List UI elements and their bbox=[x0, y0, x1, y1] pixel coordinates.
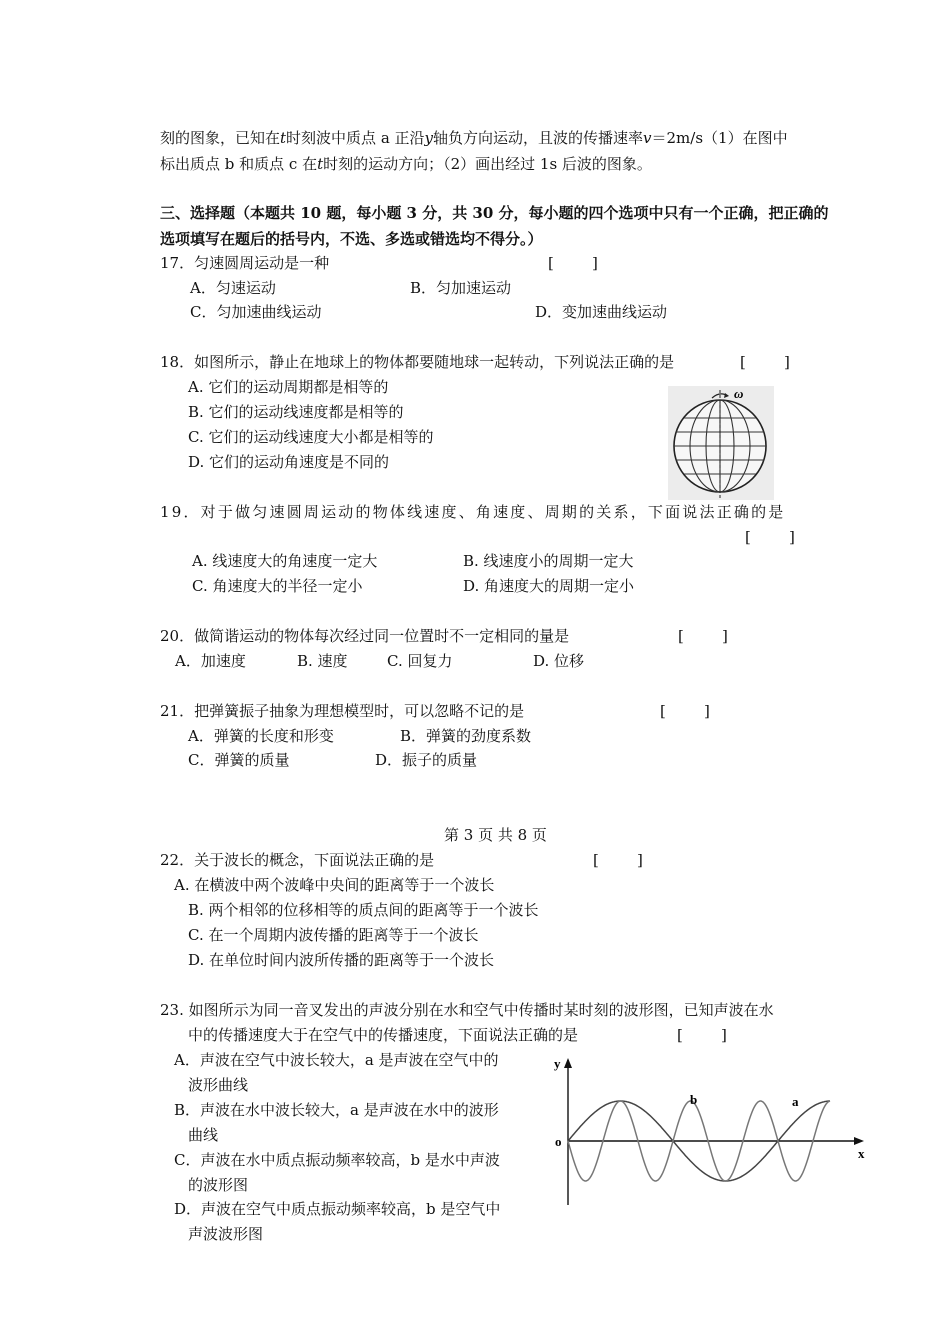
q17-option-d: D．变加速曲线运动 bbox=[535, 303, 668, 321]
page-number: 第 3 页 共 8 页 bbox=[444, 826, 547, 844]
omega-label: ω bbox=[734, 386, 744, 401]
q19-option-b: B. 线速度小的周期一定大 bbox=[463, 552, 634, 570]
q23-stem-line-1: 23. 如图所示为同一音叉发出的声波分别在水和空气中传播时某时刻的波形图，已知声波在水 bbox=[160, 1001, 774, 1019]
q22-option-a: A. 在横波中两个波峰中央间的距离等于一个波长 bbox=[174, 876, 495, 894]
curve-b-label: b bbox=[690, 1092, 698, 1107]
q23-option-c-line-1: C．声波在水中质点振动频率较高，b 是水中声波 bbox=[174, 1151, 500, 1169]
q20-option-a: A．加速度 bbox=[175, 652, 246, 670]
q23-option-a-line-2: 波形曲线 bbox=[188, 1076, 249, 1094]
q18-option-a: A. 它们的运动周期都是相等的 bbox=[188, 378, 389, 396]
q18-option-b: B. 它们的运动线速度都是相等的 bbox=[188, 403, 404, 421]
q19-option-a: A. 线速度大的角速度一定大 bbox=[192, 552, 378, 570]
q18-option-d: D. 它们的运动角速度是不同的 bbox=[188, 453, 390, 471]
q19-answer-bracket[interactable]: [ ] bbox=[745, 528, 795, 546]
q22-stem: 22．关于波长的概念，下面说法正确的是 bbox=[160, 851, 435, 869]
q22-option-c: C. 在一个周期内波传播的距离等于一个波长 bbox=[188, 926, 479, 944]
q23-option-d-line-1: D．声波在空气中质点振动频率较高，b 是空气中 bbox=[174, 1200, 501, 1218]
q21-option-b: B．弹簧的劲度系数 bbox=[400, 727, 532, 745]
q23-stem-line-2: 中的传播速度大于在空气中的传播速度，下面说法正确的是 bbox=[188, 1026, 579, 1044]
wave-graph bbox=[548, 1050, 878, 1210]
q20-option-d: D. 位移 bbox=[533, 652, 585, 670]
section-heading-line-2: 选项填写在题后的括号内，不选、多选或错选均不得分。） bbox=[160, 230, 543, 248]
q21-answer-bracket[interactable]: [ ] bbox=[660, 702, 710, 720]
origin-label: o bbox=[555, 1134, 562, 1149]
q23-answer-bracket[interactable]: [ ] bbox=[677, 1026, 727, 1044]
q17-stem: 17．匀速圆周运动是一种 bbox=[160, 254, 330, 272]
y-axis-arrow-icon bbox=[564, 1058, 572, 1068]
q21-option-c: C．弹簧的质量 bbox=[188, 751, 290, 769]
q17-option-c: C．匀加速曲线运动 bbox=[190, 303, 322, 321]
q23-option-d-line-2: 声波波形图 bbox=[188, 1225, 264, 1243]
intro-line-2: 标出质点 b 和质点 c 在t时刻的运动方向；（2）画出经过 1s 后波的图象。 bbox=[160, 155, 652, 173]
q23-option-b-line-1: B．声波在水中波长较大，a 是声波在水中的波形 bbox=[174, 1101, 499, 1119]
q17-option-a: A．匀速运动 bbox=[190, 279, 276, 297]
q21-stem: 21．把弹簧振子抽象为理想模型时，可以忽略不记的是 bbox=[160, 702, 525, 720]
q19-stem: 19．对于做匀速圆周运动的物体线速度、角速度、周期的关系，下面说法正确的是 bbox=[160, 503, 786, 521]
curve-a-label: a bbox=[792, 1094, 799, 1109]
q17-answer-bracket[interactable]: [ ] bbox=[548, 254, 598, 272]
q21-option-d: D．振子的质量 bbox=[375, 751, 478, 769]
q22-option-d: D. 在单位时间内波所传播的距离等于一个波长 bbox=[188, 951, 495, 969]
q23-option-c-line-2: 的波形图 bbox=[188, 1176, 249, 1194]
q17-option-b: B．匀加速运动 bbox=[410, 279, 512, 297]
q23-option-b-line-2: 曲线 bbox=[188, 1126, 219, 1144]
x-axis-arrow-icon bbox=[854, 1137, 864, 1145]
x-axis-label: x bbox=[858, 1146, 865, 1161]
q20-option-c: C. 回复力 bbox=[387, 652, 453, 670]
earth-globe-figure bbox=[668, 386, 774, 500]
q20-stem: 20．做简谐运动的物体每次经过同一位置时不一定相同的量是 bbox=[160, 627, 570, 645]
q22-option-b: B. 两个相邻的位移相等的质点间的距离等于一个波长 bbox=[188, 901, 539, 919]
q19-option-d: D. 角速度大的周期一定小 bbox=[463, 577, 635, 595]
q23-option-a-line-1: A．声波在空气中波长较大，a 是声波在空气中的 bbox=[174, 1051, 499, 1069]
q19-option-c: C. 角速度大的半径一定小 bbox=[192, 577, 363, 595]
q20-option-b: B. 速度 bbox=[297, 652, 348, 670]
intro-line-1: 刻的图象，已知在t时刻波中质点 a 正沿y轴负方向运动，且波的传播速率v＝2m/s（1）在图中 bbox=[160, 129, 788, 147]
q18-option-c: C. 它们的运动线速度大小都是相等的 bbox=[188, 428, 434, 446]
q18-stem: 18．如图所示，静止在地球上的物体都要随地球一起转动，下列说法正确的是 bbox=[160, 353, 675, 371]
section-heading-line-1: 三、选择题（本题共 10 题，每小题 3 分，共 30 分，每小题的四个选项中只有一个正确，把正确的 bbox=[160, 204, 829, 222]
q21-option-a: A．弹簧的长度和形变 bbox=[188, 727, 334, 745]
y-axis-label: y bbox=[554, 1056, 561, 1071]
q18-answer-bracket[interactable]: [ ] bbox=[740, 353, 790, 371]
q20-answer-bracket[interactable]: [ ] bbox=[678, 627, 728, 645]
q22-answer-bracket[interactable]: [ ] bbox=[593, 851, 643, 869]
